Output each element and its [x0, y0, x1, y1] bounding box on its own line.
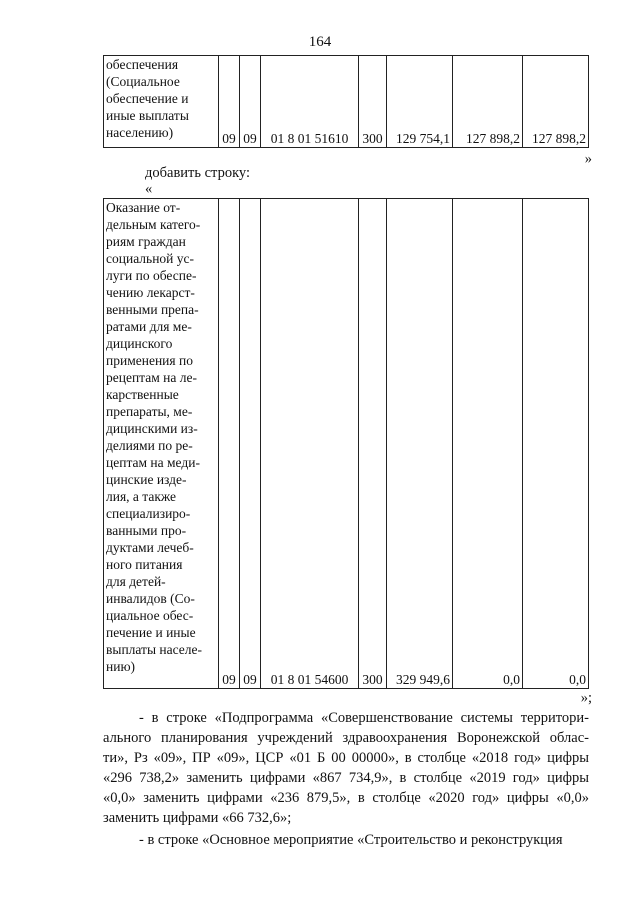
- cell-2019: 0,0: [453, 199, 523, 689]
- text-line: применения по: [106, 353, 193, 368]
- text-line: венными препа-: [106, 302, 199, 317]
- row-description: [104, 199, 219, 689]
- text-line: дуктами лечеб-: [106, 540, 194, 555]
- text-line: ванными про-: [106, 523, 187, 538]
- close-quote: »: [584, 151, 592, 167]
- cell-2020: 0,0: [523, 199, 589, 689]
- amendment-paragraph: [103, 830, 589, 850]
- text-line: Оказание от-: [106, 200, 181, 215]
- text-line: заменить цифрами «66 732,6»;: [103, 810, 292, 826]
- amendment-paragraph: [103, 708, 589, 828]
- cell-2019: 127 898,2: [453, 56, 523, 148]
- text-line: циальное обес-: [106, 608, 194, 623]
- text-line: ти», Рз «09», ПР «09», ЦСР «01 Б 00 00000», в столбце «2018 год» цифры: [103, 750, 589, 766]
- budget-table-top: [103, 55, 589, 148]
- text-line: ального планирования учреждений здравоохранения Воронежской облас-: [103, 730, 589, 746]
- text-line: чению лекарст-: [106, 285, 195, 300]
- text-line: «296 738,2» заменить цифрами «867 734,9», в столбце «2019 год» цифры: [103, 770, 589, 786]
- cell-csr: 01 8 01 51610: [261, 56, 359, 148]
- text-line: дицинскими из-: [106, 421, 198, 436]
- cell-csr: 01 8 01 54600: [261, 199, 359, 689]
- page-number: 164: [308, 34, 332, 50]
- text-line: карственные: [106, 387, 179, 402]
- cell-pr: 09: [240, 199, 261, 689]
- text-line: иные выплаты: [106, 108, 189, 123]
- cell-vr: 300: [359, 56, 387, 148]
- table-row: [104, 199, 589, 689]
- add-row-label: добавить строку:: [145, 165, 250, 181]
- text-line: дельным катего-: [106, 217, 201, 232]
- text-line: ратами для ме-: [106, 319, 192, 334]
- cell-rz: 09: [219, 199, 240, 689]
- text-line: цептам на меди-: [106, 455, 200, 470]
- cell-rz: 09: [219, 56, 240, 148]
- text-line: населению): [106, 125, 174, 140]
- text-line: (Социальное: [106, 74, 180, 89]
- text-line: дицинского: [106, 336, 173, 351]
- text-line: риям граждан: [106, 234, 186, 249]
- text-line: социальной ус-: [106, 251, 195, 266]
- open-quote: «: [145, 181, 153, 197]
- cell-2020: 127 898,2: [523, 56, 589, 148]
- table-row: [104, 56, 589, 148]
- text-line: делиями по ре-: [106, 438, 193, 453]
- text-line: для детей-: [106, 574, 166, 589]
- text-line: препараты, ме-: [106, 404, 193, 419]
- text-line: «0,0» заменить цифрами «236 879,5», в столбце «2020 год» цифры «0,0»: [103, 790, 589, 806]
- text-line: лия, а также: [106, 489, 177, 504]
- text-line: инвалидов (Со-: [106, 591, 195, 606]
- text-line: печение и иные: [106, 625, 196, 640]
- text-line: обеспечения: [106, 57, 179, 72]
- text-line: обеспечение и: [106, 91, 189, 106]
- text-line: специализиро-: [106, 506, 191, 521]
- text-line: луги по обеспе-: [106, 268, 197, 283]
- budget-table-added-row: [103, 198, 589, 689]
- text-line: рецептам на ле-: [106, 370, 197, 385]
- cell-2018: 329 949,6: [387, 199, 453, 689]
- text-line: цинские изде-: [106, 472, 187, 487]
- text-line: ного питания: [106, 557, 183, 572]
- cell-pr: 09: [240, 56, 261, 148]
- close-quote: »;: [580, 690, 592, 706]
- row-description: [104, 56, 219, 148]
- text-line: нию): [106, 659, 136, 674]
- text-line: выплаты населе-: [106, 642, 202, 657]
- cell-vr: 300: [359, 199, 387, 689]
- description-lines: [106, 56, 216, 141]
- text-line: - в строке «Подпрограмма «Совершенствование системы территори-: [139, 710, 589, 726]
- description-lines: [106, 199, 216, 675]
- cell-2018: 129 754,1: [387, 56, 453, 148]
- text-line: - в строке «Основное мероприятие «Строительство и реконструкция: [139, 832, 563, 848]
